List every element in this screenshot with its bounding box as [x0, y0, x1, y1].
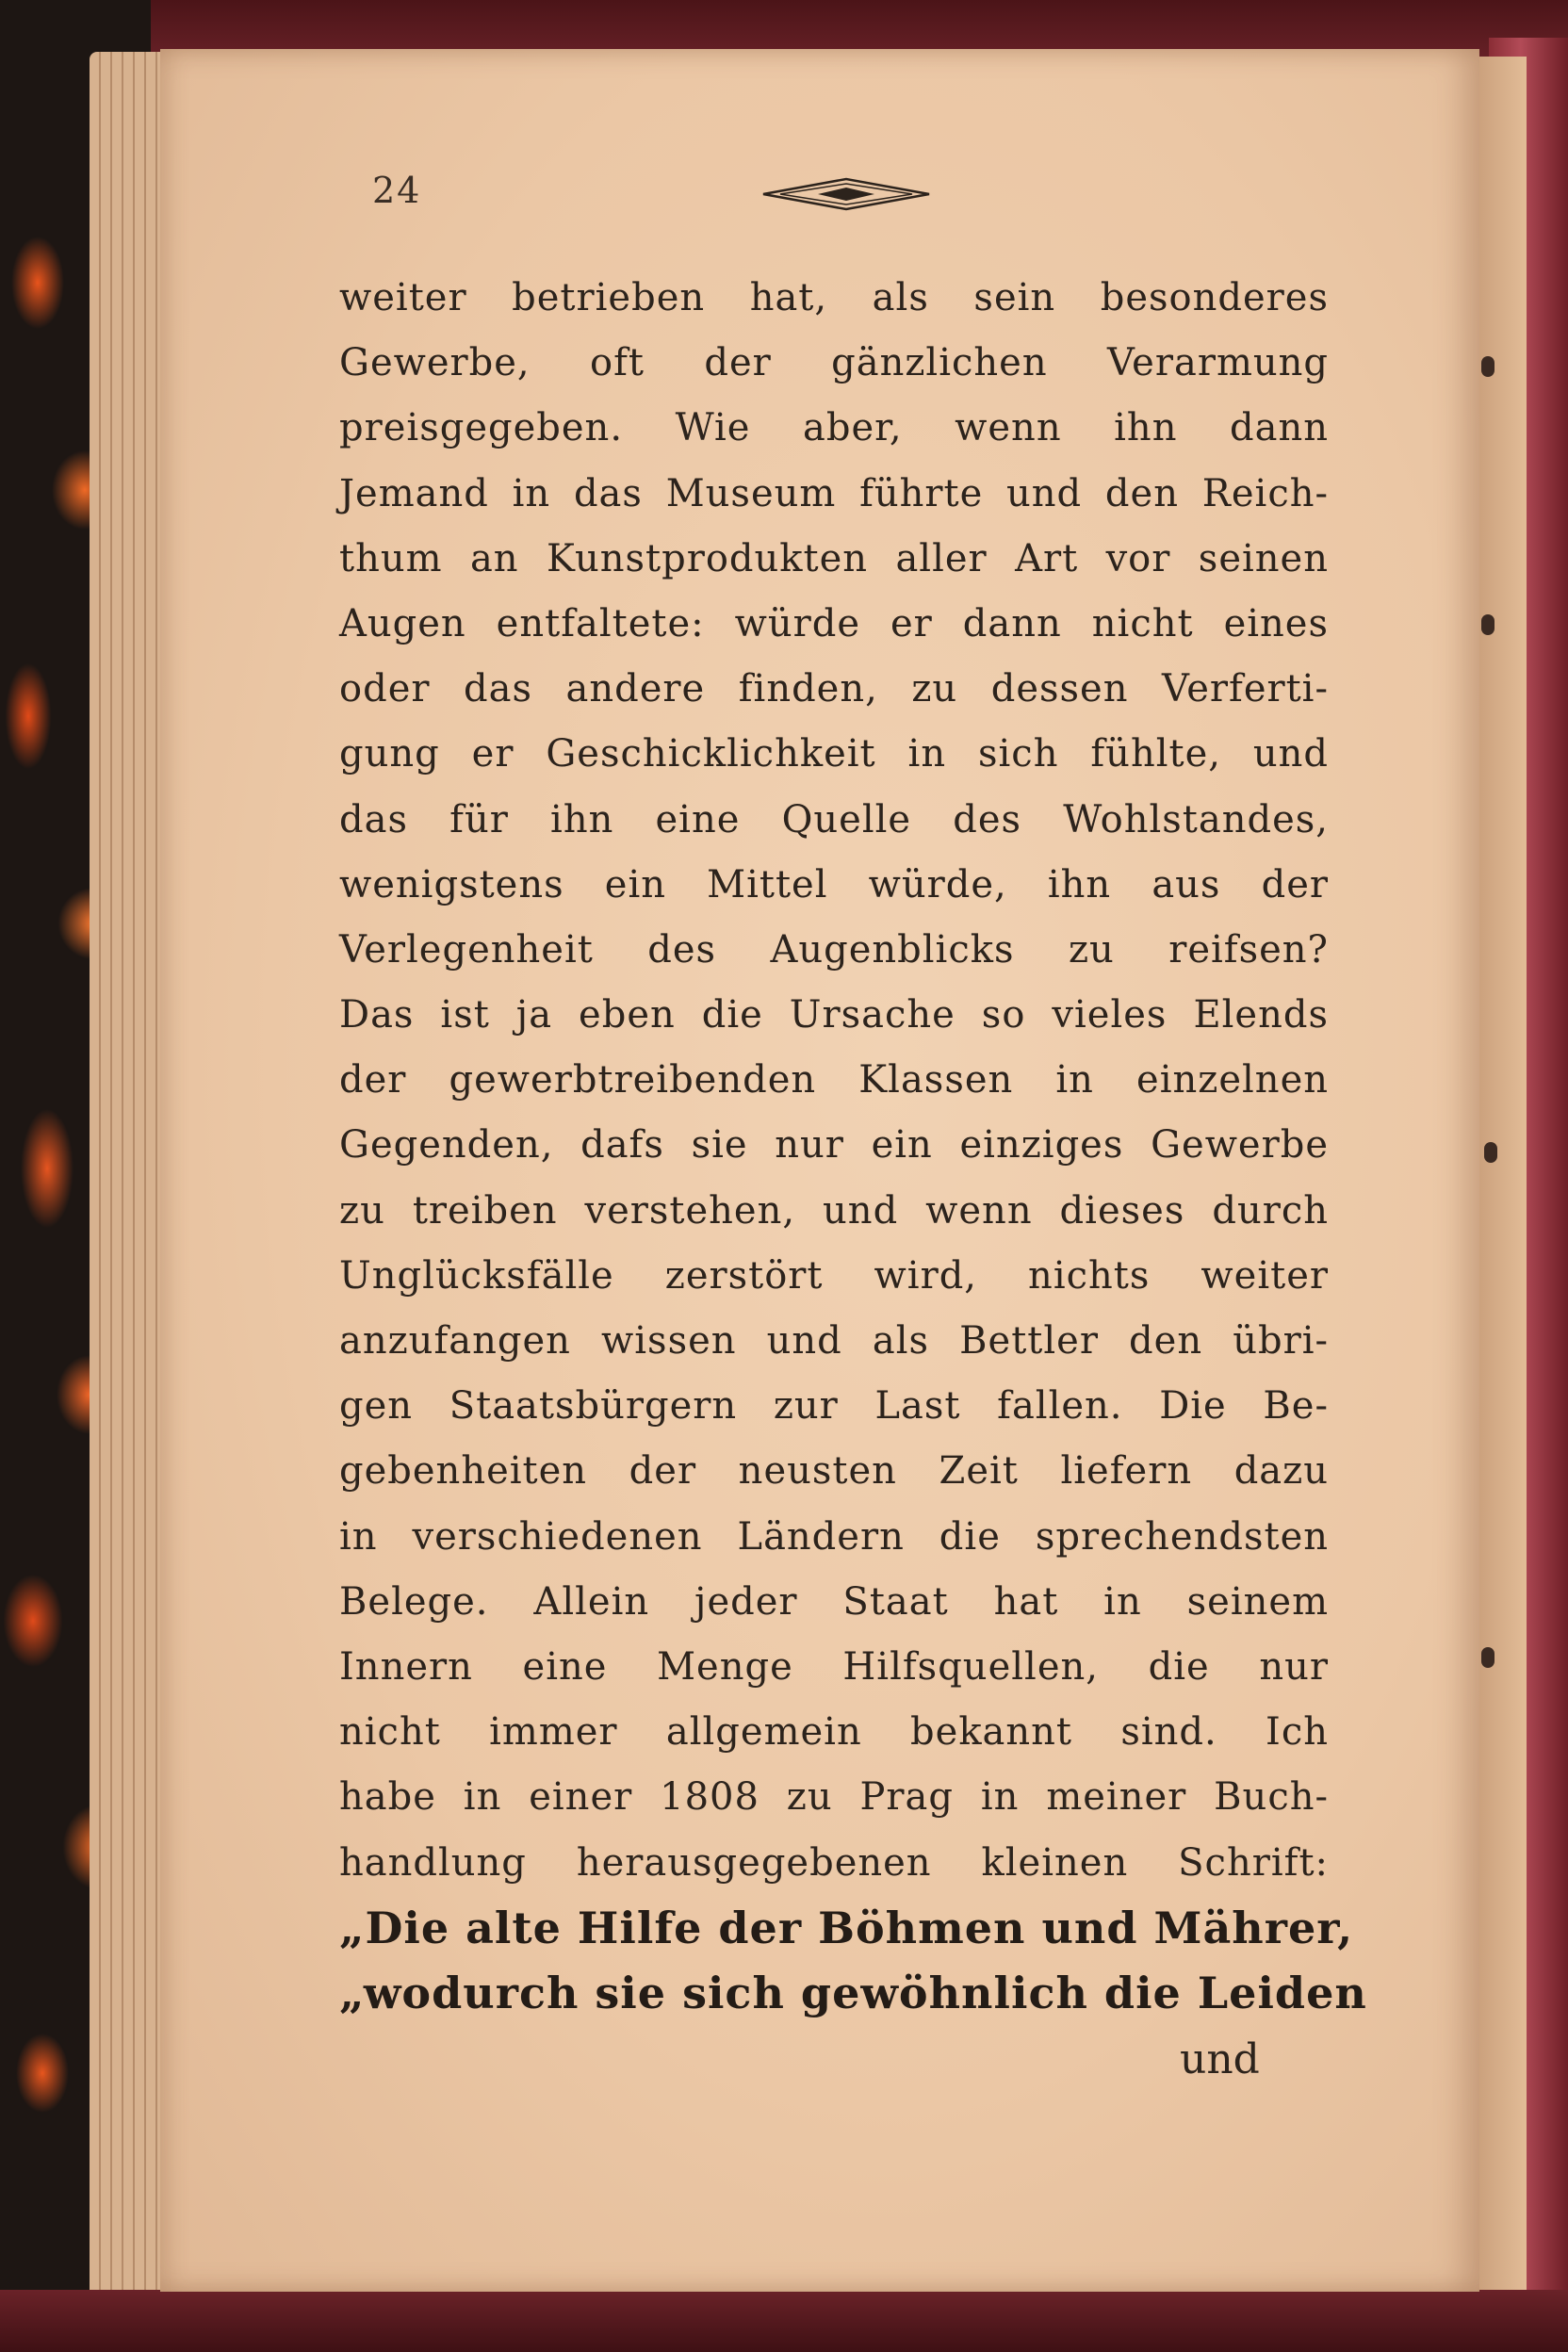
text-line: Gewerbe, oft der gänzlichen Verarmung	[339, 341, 1329, 385]
text-line: weiter betrieben hat, als sein besonderes	[339, 276, 1329, 319]
diamond-rule-ornament-icon	[761, 175, 931, 213]
text-line: zu treiben verstehen, und wenn dieses durch	[339, 1188, 1329, 1233]
book-cover-bottom	[0, 2290, 1568, 2352]
text-line: Jemand in das Museum führte und den Reich-	[339, 471, 1329, 515]
text-line: anzufangen wissen und als Bettler den übri-	[339, 1319, 1329, 1363]
text-line: Augen entfaltete: würde er dann nicht eines	[339, 601, 1329, 645]
text-line: thum an Kunstprodukten aller Art vor seinen	[339, 536, 1329, 580]
text-line: Unglücksfälle zerstört wird, nichts weiter	[339, 1253, 1329, 1298]
text-line: handlung herausgegebenen kleinen Schrift:	[339, 1840, 1329, 1885]
text-line: Innern eine Menge Hilfsquellen, die nur	[339, 1644, 1329, 1689]
binding-nail	[1481, 614, 1494, 635]
text-line: Das ist ja eben die Ursache so vieles Elends	[339, 993, 1329, 1037]
text-line-quote: „wodurch sie sich gewöhnlich die Leiden	[339, 1967, 1367, 2018]
body-text	[339, 266, 1367, 2026]
binding-nail	[1481, 1647, 1494, 1668]
text-line: wenigstens ein Mittel würde, ihn aus der	[339, 862, 1329, 906]
text-line: Verlegenheit des Augenblicks zu reifsen?	[339, 927, 1329, 972]
text-line: gebenheiten der neusten Zeit liefern dazu	[339, 1449, 1329, 1494]
catchword: und	[1180, 2035, 1260, 2083]
text-line: in verschiedenen Ländern die sprechendsten	[339, 1514, 1329, 1559]
text-line: gen Staatsbürgern zur Last fallen. Die Be-	[339, 1384, 1329, 1429]
text-line: der gewerbtreibenden Klassen in einzelnen	[339, 1058, 1329, 1102]
binding-nail	[1481, 356, 1494, 377]
text-line-quote: „Die alte Hilfe der Böhmen und Mährer,	[339, 1902, 1354, 1953]
text-line: preisgegeben. Wie aber, wenn ihn dann	[339, 406, 1329, 450]
text-line: Gegenden, dafs sie nur ein einziges Gewerbe	[339, 1123, 1329, 1168]
text-line: das für ihn eine Quelle des Wohlstandes,	[339, 797, 1329, 841]
text-line: gung er Geschicklichkeit in sich fühlte, und	[339, 732, 1329, 776]
text-line: oder das andere finden, zu dessen Verferti-	[339, 667, 1329, 711]
page-number: 24	[372, 170, 422, 211]
text-line: nicht immer allgemein bekannt sind. Ich	[339, 1710, 1329, 1755]
text-line: habe in einer 1808 zu Prag in meiner Buch-	[339, 1775, 1329, 1820]
binding-nail	[1484, 1142, 1497, 1163]
text-line: Belege. Allein jeder Staat hat in seinem	[339, 1579, 1329, 1624]
